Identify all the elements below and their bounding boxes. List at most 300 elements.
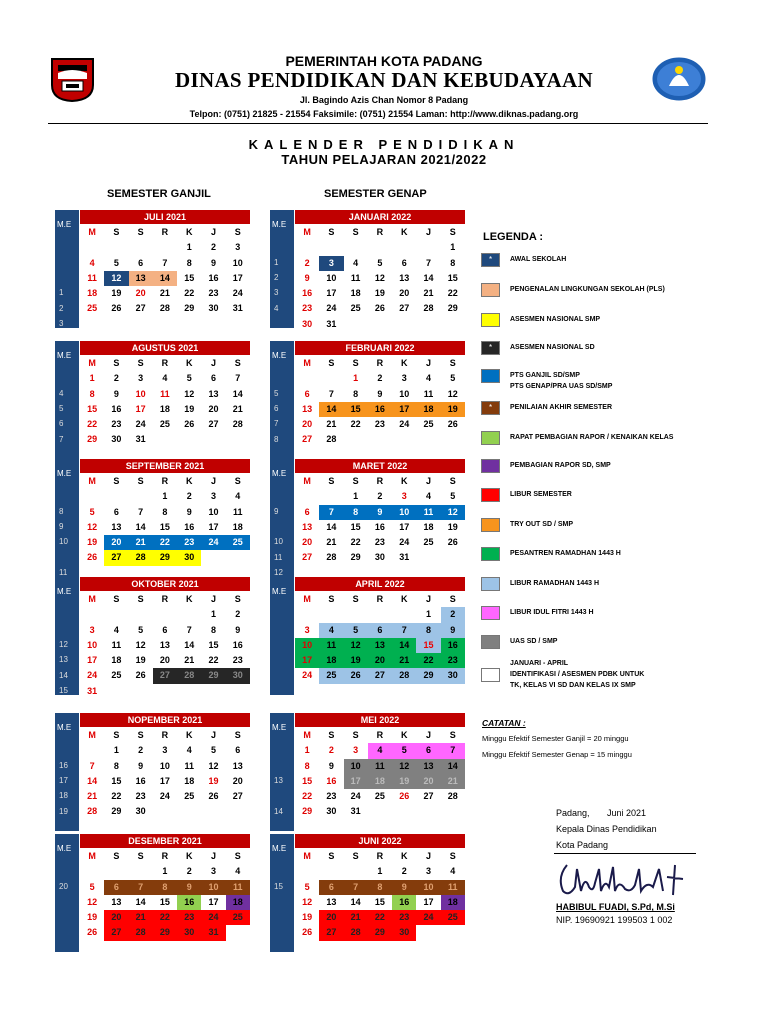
legend-label: RAPAT PEMBAGIAN RAPOR / KENAIKAN KELAS xyxy=(510,434,674,441)
day-cell: 20 xyxy=(135,288,146,299)
legend-swatch xyxy=(481,283,500,297)
signature-position2: Kota Padang xyxy=(556,840,609,850)
day-cell xyxy=(368,240,392,255)
week-number: 5 xyxy=(59,403,64,413)
day-cell xyxy=(129,489,153,504)
week-row xyxy=(295,910,465,925)
day-header: S xyxy=(234,730,241,740)
day-cell xyxy=(129,864,153,879)
week-row xyxy=(80,535,250,550)
day-cell xyxy=(104,684,128,699)
month-name: OKTOBER 2021 xyxy=(80,577,250,591)
day-cell: 19 xyxy=(447,521,458,532)
day-cell: 3 xyxy=(353,745,359,756)
day-cell xyxy=(392,684,416,699)
day-cell xyxy=(177,317,201,332)
day-header: K xyxy=(185,227,193,237)
day-cell xyxy=(80,820,104,835)
legend-label: PENILAIAN AKHIR SEMESTER xyxy=(510,404,613,411)
week-row xyxy=(295,789,465,804)
week-number: 17 xyxy=(59,775,68,785)
day-header: S xyxy=(328,358,335,368)
week-column xyxy=(55,834,79,952)
week-row xyxy=(80,789,250,804)
day-header: J xyxy=(425,594,431,604)
day-cell: 20 xyxy=(295,535,319,550)
day-cell: 9 xyxy=(113,388,119,399)
day-cell: 4 xyxy=(368,743,392,758)
day-cell: 5 xyxy=(113,257,119,268)
day-cell: 26 xyxy=(87,552,98,563)
day-header: S xyxy=(137,730,144,740)
day-cell: 19 xyxy=(111,288,122,299)
day-header-row xyxy=(80,356,250,371)
me-label: M.E xyxy=(57,469,72,478)
day-cell: 23 xyxy=(441,653,465,668)
header-government: PEMERINTAH KOTA PADANG xyxy=(285,53,483,69)
week-row xyxy=(80,371,250,386)
week-number: 20 xyxy=(59,881,68,891)
legend-swatch xyxy=(481,431,500,445)
day-cell xyxy=(153,804,177,819)
week-row xyxy=(295,432,465,447)
day-header: R xyxy=(376,227,384,237)
day-cell: 3 xyxy=(304,624,310,635)
week-row xyxy=(295,317,465,332)
month-days-grid xyxy=(80,225,250,332)
day-cell: 31 xyxy=(201,925,225,940)
day-cell: 29 xyxy=(153,550,177,565)
day-header: S xyxy=(234,358,241,368)
day-cell: 16 xyxy=(135,775,146,786)
legend-swatch xyxy=(481,547,500,561)
me-label: M.E xyxy=(272,469,287,478)
day-cell: 18 xyxy=(226,895,250,910)
week-row xyxy=(295,743,465,758)
week-row xyxy=(295,941,465,956)
legend-swatch xyxy=(481,401,500,415)
day-cell xyxy=(344,607,368,622)
month-days-grid xyxy=(295,356,465,463)
day-cell: 16 xyxy=(392,895,416,910)
month-days-grid xyxy=(80,474,250,581)
legend-label: AWAL SEKOLAH xyxy=(510,256,567,263)
day-cell xyxy=(129,240,153,255)
day-header: R xyxy=(376,476,384,486)
day-header: M xyxy=(303,851,311,861)
day-header: S xyxy=(328,476,335,486)
day-cell: 30 xyxy=(392,925,416,940)
week-row xyxy=(80,925,250,940)
day-cell: 9 xyxy=(368,505,392,520)
day-header: S xyxy=(137,476,144,486)
day-cell: 7 xyxy=(186,624,192,635)
day-cell xyxy=(201,941,225,956)
day-cell: 12 xyxy=(441,505,465,520)
week-number: 9 xyxy=(59,521,64,531)
week-row xyxy=(295,864,465,879)
day-cell: 6 xyxy=(210,373,216,384)
week-number: 6 xyxy=(274,403,279,413)
day-cell: 2 xyxy=(113,373,119,384)
signature-position1: Kepala Dinas Pendidikan xyxy=(556,824,657,834)
day-cell: 4 xyxy=(113,624,119,635)
day-cell: 11 xyxy=(441,880,465,895)
day-cell: 20 xyxy=(104,910,128,925)
day-cell: 24 xyxy=(201,535,225,550)
day-cell: 8 xyxy=(304,760,310,771)
month-days-grid xyxy=(80,728,250,835)
day-cell: 3 xyxy=(235,242,241,253)
month-days-grid xyxy=(295,849,465,956)
day-cell: 24 xyxy=(399,419,410,430)
day-cell: 27 xyxy=(104,925,128,940)
week-row xyxy=(80,417,250,432)
day-header: J xyxy=(210,730,216,740)
day-cell xyxy=(416,240,440,255)
week-row xyxy=(295,489,465,504)
day-cell: 3 xyxy=(401,373,407,384)
day-cell: 26 xyxy=(111,303,122,314)
week-row xyxy=(80,256,250,271)
day-cell: 16 xyxy=(302,288,313,299)
day-cell: 21 xyxy=(159,288,170,299)
day-header: S xyxy=(449,594,456,604)
week-row xyxy=(80,653,250,668)
week-row xyxy=(295,774,465,789)
day-header: K xyxy=(400,730,408,740)
day-cell xyxy=(295,820,319,835)
day-cell: 26 xyxy=(302,927,313,938)
day-cell: 25 xyxy=(159,419,170,430)
day-cell: 28 xyxy=(392,668,416,683)
day-cell: 6 xyxy=(235,745,241,756)
day-cell: 6 xyxy=(401,257,407,268)
day-cell: 26 xyxy=(344,668,368,683)
day-cell: 12 xyxy=(184,388,195,399)
day-cell: 12 xyxy=(87,521,98,532)
day-cell: 12 xyxy=(87,896,98,907)
week-number: 8 xyxy=(59,506,64,516)
day-header: S xyxy=(234,227,241,237)
day-cell: 17 xyxy=(326,288,337,299)
day-header-row xyxy=(80,592,250,607)
day-cell: 21 xyxy=(129,910,153,925)
day-header: R xyxy=(161,227,169,237)
week-row xyxy=(295,417,465,432)
day-cell: 18 xyxy=(423,521,434,532)
header-address: Jl. Bagindo Azis Chan Nomor 8 Padang xyxy=(299,95,469,105)
day-cell xyxy=(226,820,250,835)
me-label: M.E xyxy=(57,844,72,853)
day-cell: 2 xyxy=(210,242,216,253)
day-cell xyxy=(104,240,128,255)
day-cell xyxy=(104,489,128,504)
day-cell: 12 xyxy=(447,388,458,399)
day-header: M xyxy=(303,476,311,486)
day-cell: 6 xyxy=(416,743,440,758)
week-row xyxy=(80,895,250,910)
day-cell xyxy=(129,941,153,956)
day-cell: 6 xyxy=(304,388,310,399)
week-row xyxy=(295,550,465,565)
day-cell: 19 xyxy=(302,912,313,923)
day-cell: 23 xyxy=(111,419,122,430)
day-cell xyxy=(319,684,343,699)
day-header-row xyxy=(295,728,465,743)
day-cell: 1 xyxy=(377,866,383,877)
day-header: S xyxy=(113,476,120,486)
day-cell: 15 xyxy=(111,775,122,786)
day-cell xyxy=(416,941,440,956)
day-cell xyxy=(441,550,465,565)
day-cell: 8 xyxy=(344,505,368,520)
day-cell xyxy=(441,684,465,699)
day-cell xyxy=(319,820,343,835)
legend-label: PTS GANJIL SD/SMP xyxy=(510,372,580,379)
day-cell xyxy=(319,864,343,879)
day-cell: 28 xyxy=(344,925,368,940)
week-row xyxy=(80,880,250,895)
week-number: 9 xyxy=(274,506,279,516)
day-cell: 10 xyxy=(392,505,416,520)
day-header: R xyxy=(376,594,384,604)
day-cell: 15 xyxy=(159,896,170,907)
day-cell xyxy=(177,607,201,622)
day-header: M xyxy=(88,594,96,604)
day-cell xyxy=(295,371,319,386)
day-header: S xyxy=(137,227,144,237)
day-cell xyxy=(368,317,392,332)
day-cell: 15 xyxy=(159,521,170,532)
day-cell xyxy=(392,317,416,332)
day-cell: 20 xyxy=(159,655,170,666)
week-number: 4 xyxy=(59,388,64,398)
day-cell xyxy=(80,864,104,879)
day-header: J xyxy=(425,476,431,486)
day-header: S xyxy=(352,851,359,861)
day-cell: 20 xyxy=(399,288,410,299)
day-cell: 27 xyxy=(399,303,410,314)
day-cell: 28 xyxy=(129,550,153,565)
day-cell: 24 xyxy=(87,670,98,681)
day-cell: 13 xyxy=(232,760,243,771)
week-row xyxy=(295,535,465,550)
day-header: R xyxy=(376,851,384,861)
day-cell: 30 xyxy=(135,806,146,817)
day-cell: 25 xyxy=(374,791,385,802)
day-cell xyxy=(319,240,343,255)
day-cell: 1 xyxy=(89,373,95,384)
week-row xyxy=(80,941,250,956)
day-cell: 25 xyxy=(441,910,465,925)
legend-label: LIBUR IDUL FITRI 1443 H xyxy=(510,609,594,616)
day-cell: 25 xyxy=(350,303,361,314)
week-row xyxy=(295,759,465,774)
day-cell: 30 xyxy=(177,550,201,565)
week-number: 8 xyxy=(274,434,279,444)
day-cell: 13 xyxy=(302,403,313,414)
day-cell: 23 xyxy=(232,655,243,666)
day-cell: 13 xyxy=(159,639,170,650)
day-cell: 9 xyxy=(210,257,216,268)
day-cell xyxy=(80,317,104,332)
day-cell: 11 xyxy=(87,272,97,283)
week-row xyxy=(295,653,465,668)
day-cell xyxy=(344,864,368,879)
day-cell xyxy=(416,684,440,699)
day-cell: 22 xyxy=(153,910,177,925)
day-cell: 24 xyxy=(392,535,416,550)
week-row xyxy=(80,402,250,417)
day-cell: 11 xyxy=(160,388,170,399)
day-cell: 5 xyxy=(450,491,456,502)
day-cell: 14 xyxy=(135,896,146,907)
day-header: S xyxy=(113,227,120,237)
day-cell: 21 xyxy=(326,419,337,430)
day-cell xyxy=(319,607,343,622)
day-cell: 4 xyxy=(186,745,192,756)
day-header: S xyxy=(234,476,241,486)
day-header: S xyxy=(328,851,335,861)
me-label: M.E xyxy=(272,723,287,732)
day-cell: 7 xyxy=(319,505,343,520)
day-cell: 22 xyxy=(184,288,195,299)
me-label: M.E xyxy=(272,844,287,853)
day-header: S xyxy=(449,227,456,237)
day-cell: 23 xyxy=(177,910,201,925)
day-cell: 11 xyxy=(226,880,250,895)
day-cell: 23 xyxy=(374,419,385,430)
day-cell xyxy=(104,820,128,835)
month-name: JULI 2021 xyxy=(80,210,250,224)
day-header: J xyxy=(210,476,216,486)
day-cell: 19 xyxy=(208,775,219,786)
day-header: R xyxy=(161,358,169,368)
day-cell: 9 xyxy=(392,880,416,895)
day-cell xyxy=(226,317,250,332)
month-days-grid xyxy=(295,728,465,835)
week-row xyxy=(80,301,250,316)
week-row xyxy=(80,804,250,819)
day-cell: 1 xyxy=(210,609,216,620)
day-header: S xyxy=(328,730,335,740)
week-number: 11 xyxy=(274,552,283,562)
day-cell xyxy=(104,317,128,332)
day-cell: 9 xyxy=(377,388,383,399)
day-header: S xyxy=(137,594,144,604)
day-cell: 24 xyxy=(201,910,225,925)
week-number: 10 xyxy=(274,537,283,547)
week-number: 10 xyxy=(59,537,68,547)
day-cell: 16 xyxy=(374,521,385,532)
day-cell xyxy=(368,684,392,699)
day-header: S xyxy=(449,358,456,368)
day-cell: 14 xyxy=(184,639,195,650)
day-cell: 31 xyxy=(399,552,410,563)
day-cell: 23 xyxy=(368,535,392,550)
day-cell: 26 xyxy=(441,535,465,550)
day-cell: 21 xyxy=(423,288,434,299)
day-cell: 25 xyxy=(423,419,434,430)
week-row xyxy=(295,820,465,835)
week-column xyxy=(270,577,294,695)
day-header: J xyxy=(210,358,216,368)
me-label: M.E xyxy=(57,723,72,732)
day-cell: 16 xyxy=(177,895,201,910)
day-header: J xyxy=(210,594,216,604)
day-cell: 21 xyxy=(184,655,195,666)
day-header: M xyxy=(303,730,311,740)
day-cell xyxy=(295,864,319,879)
month-days-grid xyxy=(80,592,250,699)
week-column xyxy=(55,459,79,577)
day-cell: 21 xyxy=(344,910,368,925)
day-header: K xyxy=(400,594,408,604)
day-header: R xyxy=(161,730,169,740)
day-cell xyxy=(201,804,225,819)
day-cell: 26 xyxy=(135,670,146,681)
day-cell: 4 xyxy=(235,866,241,877)
day-cell xyxy=(368,607,392,622)
day-header: S xyxy=(449,476,456,486)
day-cell: 7 xyxy=(129,880,153,895)
legend-swatch xyxy=(481,577,500,591)
day-cell: 4 xyxy=(450,866,456,877)
week-row xyxy=(295,520,465,535)
day-cell: 15 xyxy=(416,638,440,653)
day-cell: 5 xyxy=(89,881,95,892)
day-cell: 3 xyxy=(210,866,216,877)
week-row xyxy=(295,402,465,417)
day-cell: 30 xyxy=(302,318,313,329)
day-cell: 25 xyxy=(111,670,122,681)
day-cell: 16 xyxy=(326,775,337,786)
day-cell: 7 xyxy=(162,257,168,268)
handwritten-signature xyxy=(555,857,695,904)
week-number: 14 xyxy=(59,670,68,680)
day-cell: 18 xyxy=(350,288,361,299)
day-cell: 8 xyxy=(210,624,216,635)
day-cell: 9 xyxy=(328,760,334,771)
day-cell: 1 xyxy=(353,491,359,502)
day-cell: 5 xyxy=(392,743,416,758)
day-cell: 29 xyxy=(302,806,313,817)
day-cell: 6 xyxy=(319,880,343,895)
day-cell: 31 xyxy=(350,806,361,817)
legend-label: ASESMEN NASIONAL SD xyxy=(510,344,595,351)
week-number: 12 xyxy=(59,639,68,649)
day-cell: 14 xyxy=(87,775,98,786)
week-number: 11 xyxy=(59,567,68,577)
week-row xyxy=(295,880,465,895)
day-cell: 7 xyxy=(89,760,95,771)
day-cell: 30 xyxy=(326,806,337,817)
day-cell: 28 xyxy=(177,668,201,683)
day-cell xyxy=(319,371,343,386)
day-cell xyxy=(226,550,250,565)
week-row xyxy=(295,256,465,271)
day-cell xyxy=(392,941,416,956)
day-cell xyxy=(177,432,201,447)
day-cell xyxy=(392,432,416,447)
month-name: APRIL 2022 xyxy=(295,577,465,591)
day-header-row xyxy=(295,592,465,607)
legend-label: PENGENALAN LINGKUNGAN SEKOLAH (PLS) xyxy=(510,286,665,293)
day-cell: 14 xyxy=(153,271,177,286)
day-cell: 14 xyxy=(326,521,337,532)
legend-label: PESANTREN RAMADHAN 1443 H xyxy=(510,550,621,557)
